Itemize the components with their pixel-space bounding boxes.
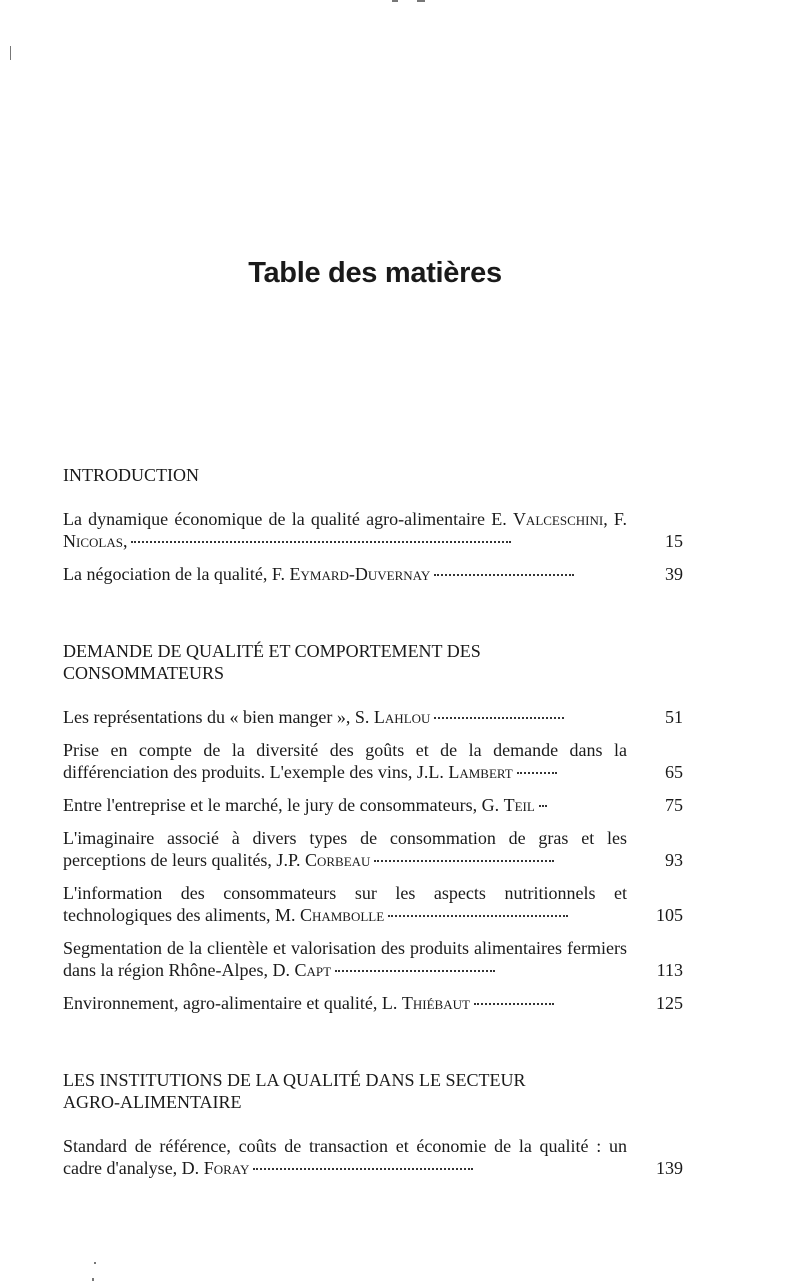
entry-author: Capt <box>294 960 332 980</box>
toc-entry[interactable] <box>63 508 683 552</box>
leader-dots <box>539 805 547 807</box>
leader-dots <box>253 1168 473 1170</box>
toc-entry[interactable] <box>63 563 683 585</box>
entry-title: Les représentations du « bien manger », S. <box>63 707 374 727</box>
entry-title: Standard de référence, coûts de transaction et économie de la qualité : un cadre d'analyse, D. <box>63 1136 627 1178</box>
entry-author: Lambert <box>448 762 513 782</box>
toc-entry[interactable] <box>63 706 683 728</box>
page-number: 93 <box>665 850 683 870</box>
leader-dots <box>374 860 554 862</box>
leader-dots <box>434 717 564 719</box>
leader-dots <box>517 772 557 774</box>
scan-mark <box>94 1262 96 1264</box>
entry-author: Chambolle <box>299 905 385 925</box>
entry-author: Valceschini, F. Nicolas, <box>63 509 627 551</box>
page-number: 125 <box>656 993 683 1013</box>
section-heading: LES INSTITUTIONS DE LA QUALITÉ DANS LE SECTEUR AGRO-ALIMENTAIRE <box>63 1070 526 1112</box>
scan-mark <box>92 1278 94 1281</box>
page-number: 51 <box>665 707 683 727</box>
toc-entry[interactable] <box>63 937 683 981</box>
section-heading: INTRODUCTION <box>63 465 199 485</box>
toc-entry[interactable] <box>63 882 683 926</box>
page-number: 65 <box>665 762 683 782</box>
leader-dots <box>388 915 568 917</box>
section-heading: DEMANDE DE QUALITÉ ET COMPORTEMENT DES CONSOMMATEURS <box>63 641 481 683</box>
page-title: Table des matières <box>248 257 502 290</box>
toc-entry[interactable] <box>63 1135 683 1179</box>
entry-author: Teil <box>503 795 535 815</box>
leader-dots <box>335 970 495 972</box>
toc-entry[interactable] <box>63 739 683 783</box>
entry-title: Environnement, agro-alimentaire et qualité, L. <box>63 993 402 1013</box>
scan-mark <box>417 0 425 2</box>
table-of-contents <box>63 464 683 1190</box>
toc-entry[interactable] <box>63 992 683 1014</box>
entry-author: Foray <box>203 1158 250 1178</box>
toc-section-introduction <box>63 464 683 585</box>
toc-section-institutions <box>63 1069 683 1179</box>
entry-author: Lahlou <box>373 707 431 727</box>
page-number: 105 <box>656 905 683 925</box>
entry-title: La négociation de la qualité, F. <box>63 564 290 584</box>
toc-entry[interactable] <box>63 794 683 816</box>
page-number: 75 <box>665 795 683 815</box>
page-number: 139 <box>656 1158 683 1178</box>
entry-title: Segmentation de la clientèle et valorisation des produits alimentaires fermiers dans la région Rhône-Alpes, D. <box>63 938 627 980</box>
entry-title: La dynamique économique de la qualité agro-alimentaire E. <box>63 509 513 529</box>
entry-author: Corbeau <box>304 850 371 870</box>
leader-dots <box>474 1003 554 1005</box>
entry-title: Entre l'entreprise et le marché, le jury de consommateurs, G. <box>63 795 504 815</box>
page-number: 113 <box>656 960 683 980</box>
leader-dots <box>434 574 574 576</box>
entry-author: Thiébaut <box>401 993 470 1013</box>
toc-section-demande <box>63 640 683 1014</box>
toc-entry[interactable] <box>63 827 683 871</box>
entry-title: Prise en compte de la diversité des goûts et de la demande dans la différenciation des produits. L'exemple des vins, J.L. <box>63 740 627 782</box>
entry-author: Eymard-Duvernay <box>289 564 431 584</box>
entry-title: L'imaginaire associé à divers types de consommation de gras et les perceptions de leurs qualités, J.P. <box>63 828 627 870</box>
page-number: 15 <box>665 531 683 551</box>
scan-mark <box>10 46 11 60</box>
page-number: 39 <box>665 564 683 584</box>
leader-dots <box>131 541 511 543</box>
scan-mark <box>392 0 398 2</box>
entry-title: L'information des consommateurs sur les aspects nutritionnels et technologiques des aliments, M. <box>63 883 627 925</box>
